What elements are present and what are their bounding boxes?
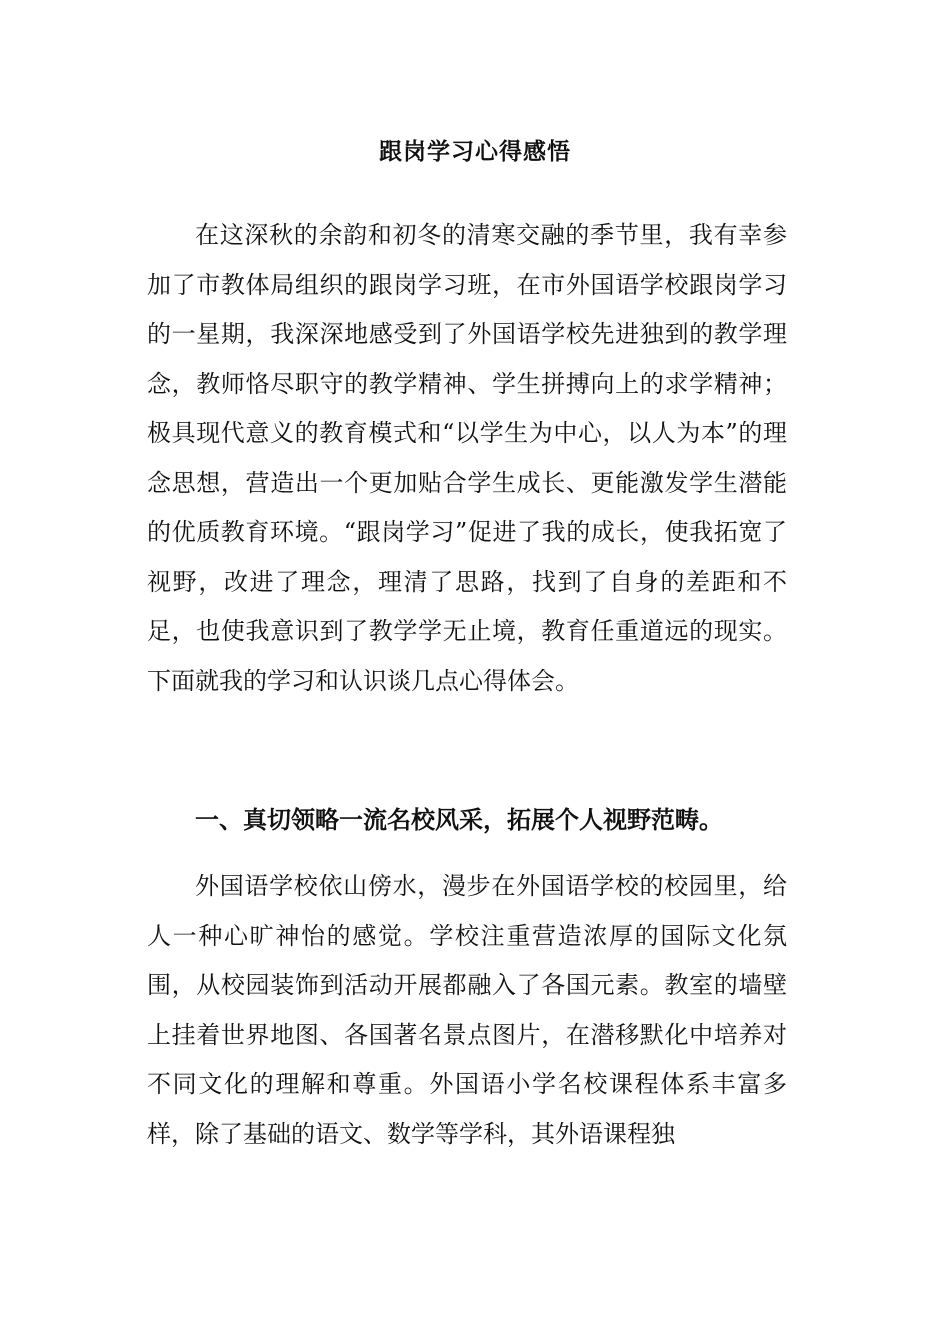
section-heading-1: 一、真切领略一流名校风采，拓展个人视野范畴。 bbox=[195, 805, 723, 834]
section-1-paragraph: 外国语学校依山傍水，漫步在外国语学校的校园里，给人一种心旷神怡的感觉。学校注重营造浓厚的国际文化氛围，从校园装饰到活动开展都融入了各国元素。教室的墙壁上挂着世界地图、各国著名景点图片，在潜移默化中培养对不同文化的理解和尊重。外国语小学名校课程体系丰富多样，除了基础的语文、数学等学科，其外语课程独 bbox=[147, 872, 787, 1148]
document-title: 跟岗学习心得感悟 bbox=[379, 138, 571, 165]
intro-paragraph: 在这深秋的余韵和初冬的清寒交融的季节里，我有幸参加了市教体局组织的跟岗学习班，在市外国语学校跟岗学习的一星期，我深深地感受到了外国语学校先进独到的教学理念，教师恪尽职守的教学精神、学生拼搏向上的求学精神；极具现代意义的教育模式和“以学生为中心，以人为本”的理念思想，营造出一个更加贴合学生成长、更能激发学生潜能的优质教育环境。“跟岗学习”促进了我的成长，使我拓宽了视野，改进了理念，理清了思路，找到了自身的差距和不足，也使我意识到了教学学无止境，教育任重道远的现实。下面就我的学习和认识谈几点心得体会。 bbox=[147, 221, 787, 695]
